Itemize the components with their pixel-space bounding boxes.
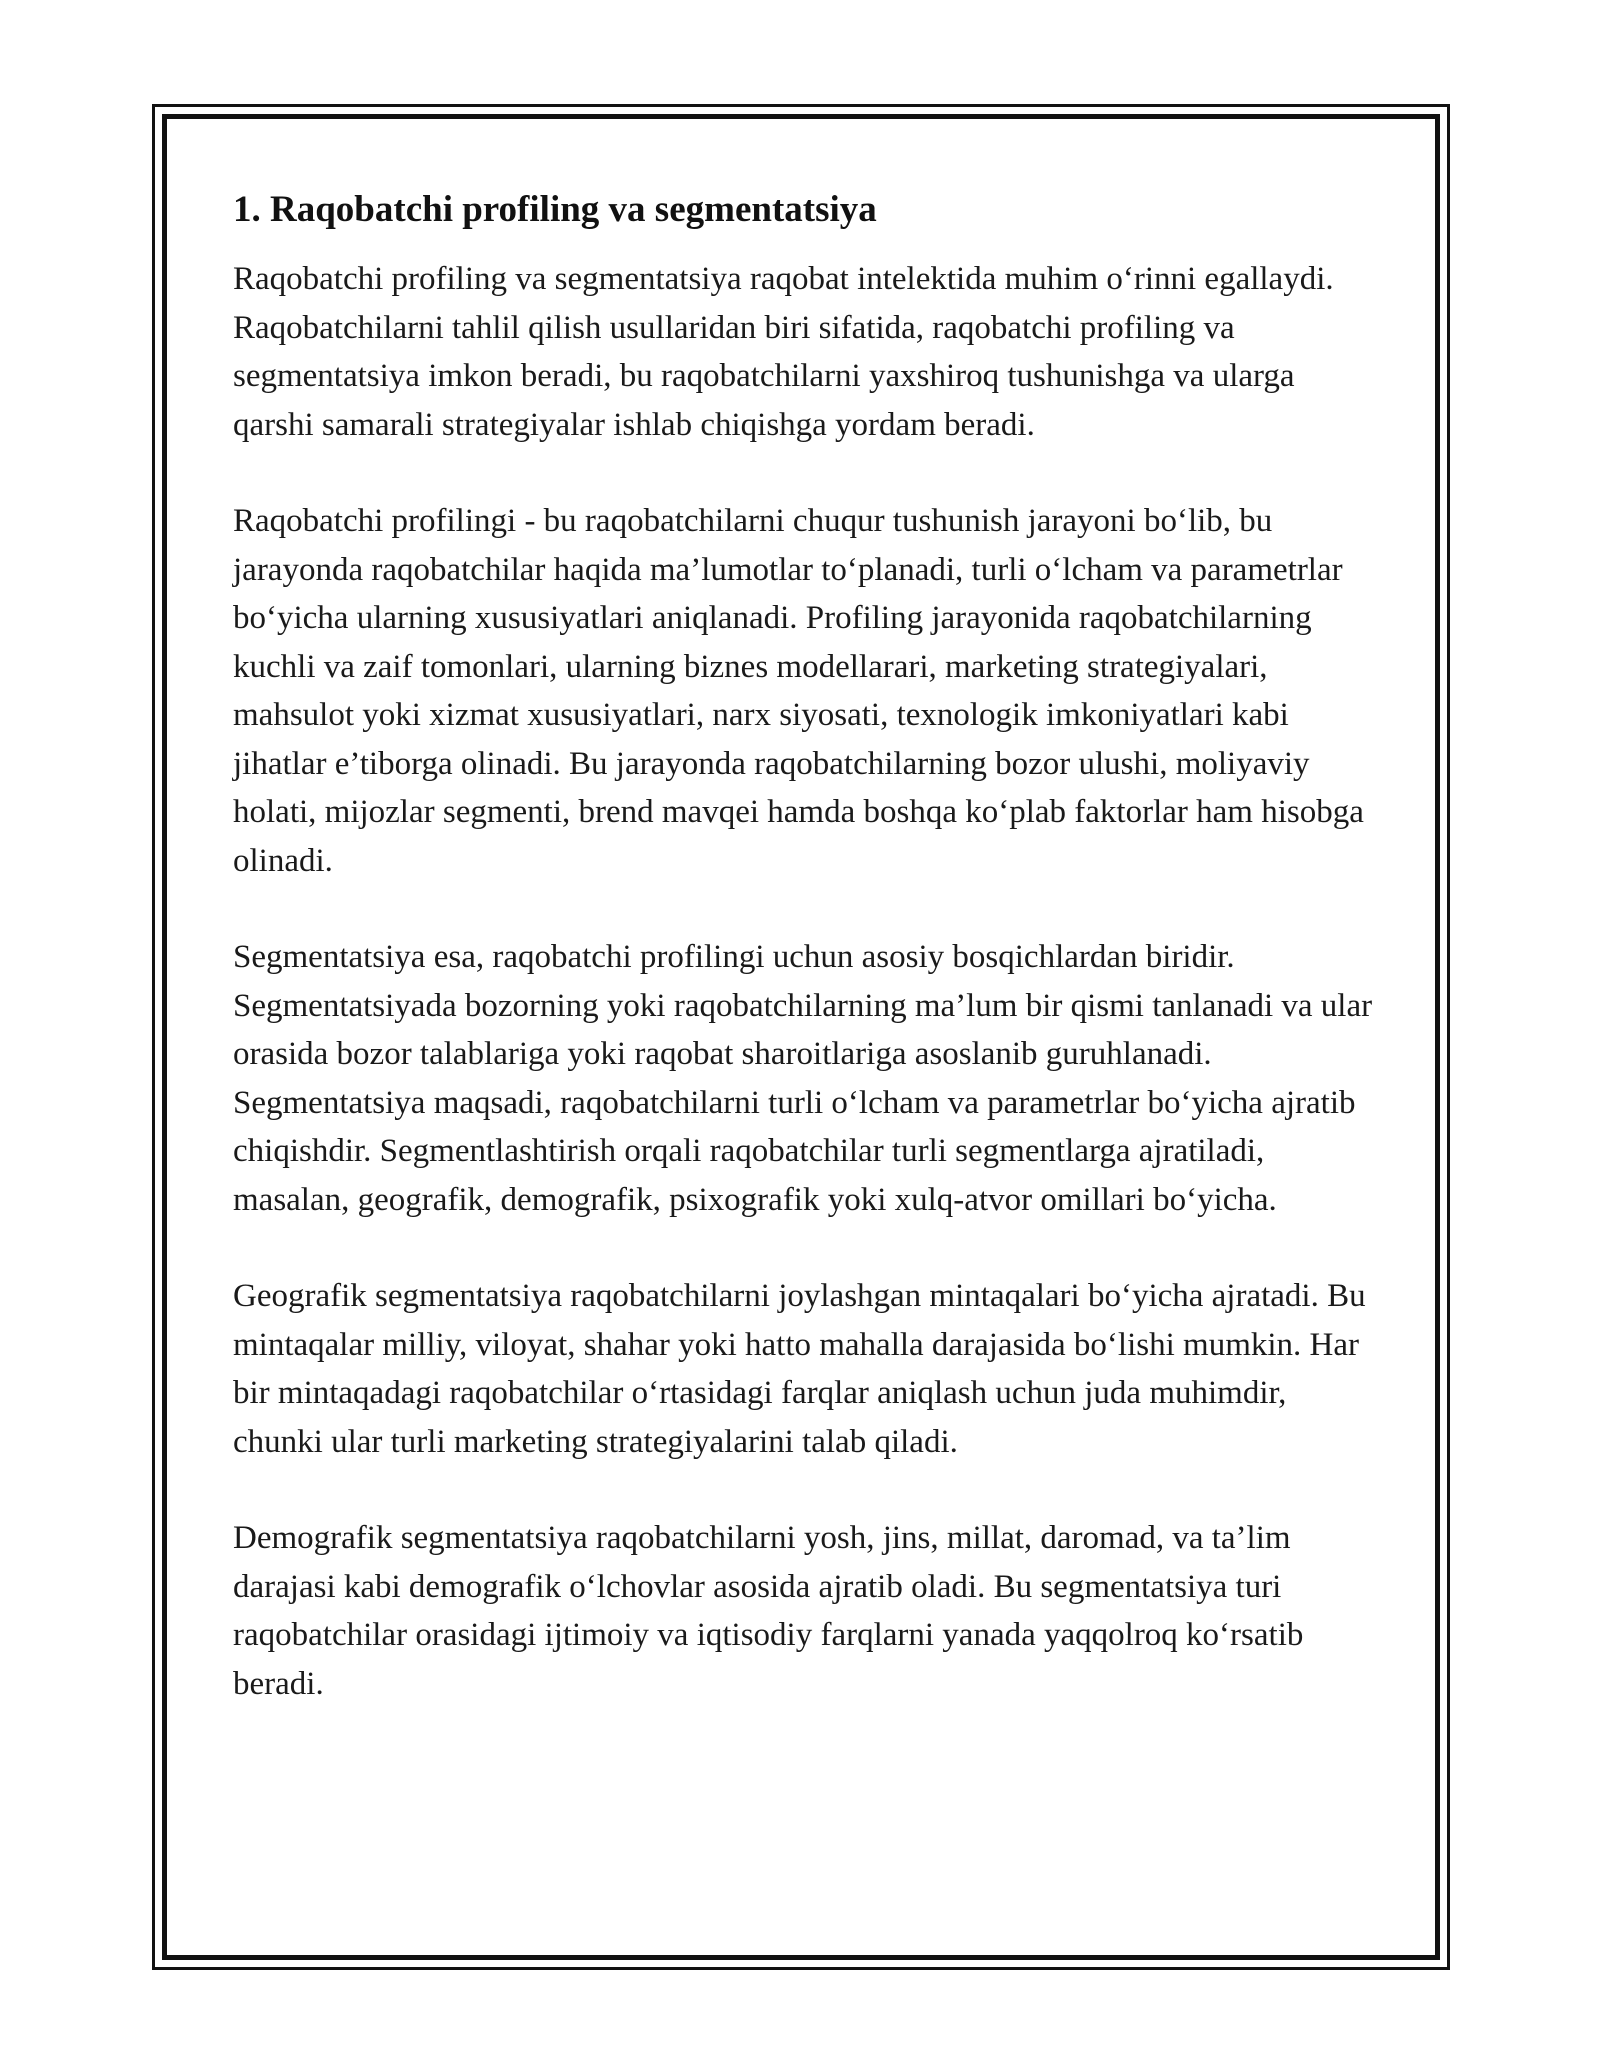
document-body (233, 186, 1378, 1756)
paragraph-demographic: Demografik segmentatsiya raqobatchilarni yosh, jins, millat, daromad, va ta’lim darajasi kabi demografik o‘lchovlar asosida ajratib oladi. Bu segmentatsiya turi raqobatchilar orasidagi ijtimoiy va iqtisodiy farqlarni yanada yaqqolroq ko‘rsatib beradi. (233, 1520, 1304, 1702)
paragraph-intro: Raqobatchi profiling va segmentatsiya raqobat intelektida muhim o‘rinni egallaydi. Raqobatchilarni tahlil qilish usullaridan biri sifatida, raqobatchi profiling va segmentatsiya imkon beradi, bu raqobatchilarni yaxshiroq tushunishga va ularga qarshi samarali strategiyalar ishlab chiqishga yordam beradi. (233, 261, 1334, 443)
paragraph-segmentation: Segmentatsiya esa, raqobatchi profilingi uchun asosiy bosqichlardan biridir. Segmentatsiyada bozorning yoki raqobatchilarning ma’lum bir qismi tanlanadi va ular orasida bozor talablariga yoki raqobat sharoitlariga asoslanib guruhlanadi. Segmentatsiya maqsadi, raqobatchilarni turli o‘lcham va parametrlar bo‘yicha ajratib chiqishdir. Segmentlashtirish orqali raqobatchilar turli segmentlarga ajratiladi, masalan, geografik, demografik, psixografik yoki xulq-atvor omillari bo‘yicha. (233, 939, 1373, 1218)
section-heading: 1. Raqobatchi profiling va segmentatsiya (233, 189, 877, 230)
paragraph-geographic: Geografik segmentatsiya raqobatchilarni joylashgan mintaqalari bo‘yicha ajratadi. Bu mintaqalar milliy, viloyat, shahar yoki hatto mahalla darajasida bo‘lishi mumkin. Har bir mintaqadagi raqobatchilar o‘rtasidagi farqlar aniqlash uchun juda muhimdir, chunki ular turli marketing strategiyalarini talab qiladi. (233, 1278, 1366, 1460)
paragraph-profiling: Raqobatchi profilingi - bu raqobatchilarni chuqur tushunish jarayoni bo‘lib, bu jarayonda raqobatchilar haqida ma’lumotlar to‘planadi, turli o‘lcham va parametrlar bo‘yicha ularning xususiyatlari aniqlanadi. Profiling jarayonida raqobatchilarning kuchli va zaif tomonlari, ularning biznes modellarari, marketing strategiyalari, mahsulot yoki xizmat xususiyatlari, narx siyosati, texnologik imkoniyatlari kabi jihatlar e’tiborga olinadi. Bu jarayonda raqobatchilarning bozor ulushi, moliyaviy holati, mijozlar segmenti, brend mavqei hamda boshqa ko‘plab faktorlar ham hisobga olinadi. (233, 503, 1364, 879)
